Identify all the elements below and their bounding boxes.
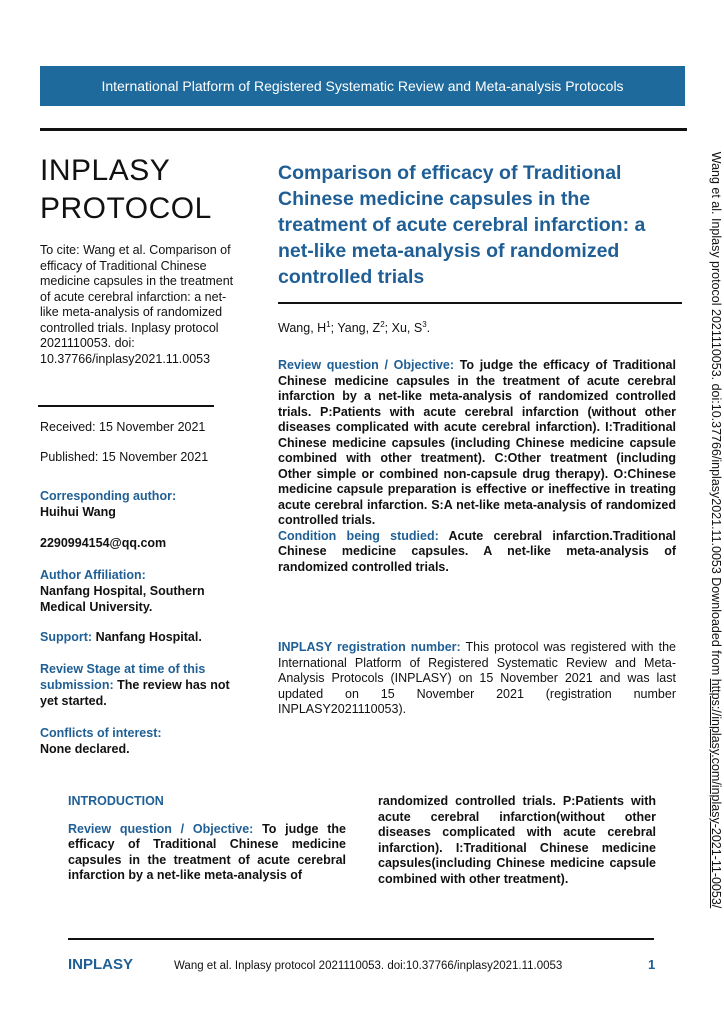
intro-rq-label: Review question / Objective:	[68, 821, 254, 836]
stage-value: The review has not yet started.	[40, 678, 230, 708]
author-1-affil: 1	[326, 320, 331, 329]
intro-rq-text: To judge the efficacy of Traditional Chinese medicine capsules in the treatment of acute cerebral infarction by a net-like meta-analysis of	[68, 821, 346, 882]
intro-column-2: randomized controlled trials. P:Patients with acute cerebral infarction(without other diseases complicated with acute cerebral infarction). I:Traditional Chinese medicine capsules(including Chinese medicine capsule combined with other treatment).	[378, 794, 656, 886]
author-list	[278, 320, 430, 335]
condition-studied	[278, 529, 676, 576]
conflicts-label: Conflicts of interest:	[40, 726, 162, 740]
registration-number	[278, 640, 676, 718]
author-3-affil: 3	[422, 320, 427, 329]
author-3: ; Xu, S	[384, 321, 423, 336]
intro-column-1	[68, 794, 346, 884]
support	[40, 629, 240, 645]
support-label: Support:	[40, 630, 93, 644]
author-2: ; Yang, Z	[330, 321, 381, 336]
review-question-label: Review question / Objective:	[278, 358, 455, 372]
conflicts-value: None declared.	[40, 742, 130, 756]
title-rule	[278, 302, 682, 304]
author-1: Wang, H	[278, 321, 327, 336]
header-banner	[40, 66, 685, 106]
support-value: Nanfang Hospital.	[95, 630, 202, 644]
left-rule	[38, 405, 214, 407]
side-note-text: Wang et al. Inplasy protocol 2021110053. doi:10.37766/inplasy2021.11.0053 Downloaded from	[709, 151, 723, 679]
received-date: Received: 15 November 2021	[40, 420, 206, 434]
author-list-end: .	[426, 321, 431, 336]
top-rule	[40, 128, 687, 131]
brand-line-1: INPLASY	[40, 154, 171, 187]
author-affiliation	[40, 567, 240, 615]
brand-title	[40, 152, 212, 228]
affiliation-label: Author Affiliation:	[40, 568, 146, 582]
citation: To cite: Wang et al. Comparison of efficacy of Traditional Chinese medicine capsules in the treatment of acute cerebral infarction: a net-like meta-analysis of randomized controlled trials. Inplasy protocol 2021110053. doi: 10.37766/inplasy2021.11.0053	[40, 243, 234, 366]
condition-label: Condition being studied:	[278, 528, 439, 543]
footer-rule	[68, 938, 654, 940]
corresponding-author	[40, 488, 240, 520]
review-stage	[40, 661, 240, 709]
protocol-title: Comparison of efficacy of Traditional Chinese medicine capsules in the treatment of acute cerebral infarction: a net-like meta-analysis of randomized controlled trials	[278, 162, 646, 288]
abstract	[278, 358, 676, 575]
page-number: 1	[648, 957, 656, 972]
intro-paragraph-1	[68, 822, 346, 884]
conflicts-of-interest	[40, 725, 240, 757]
corresponding-name: Huihui Wang	[40, 505, 116, 519]
footer-brand: INPLASY	[68, 956, 134, 973]
banner-text: International Platform of Registered Systematic Review and Meta-analysis Protocols	[101, 78, 624, 94]
author-2-affil: 2	[380, 320, 385, 329]
footer-citation: Wang et al. Inplasy protocol 2021110053. doi:10.37766/inplasy2021.11.0053	[174, 960, 563, 972]
side-download-note	[709, 152, 723, 909]
condition-text: Acute cerebral infarction.Traditional Chinese medicine capsules. A net-like meta-analysis of randomized controlled trials.	[278, 528, 677, 574]
intro-heading: INTRODUCTION	[68, 794, 164, 808]
stage-label: Review Stage at time of this submission:	[40, 662, 206, 692]
side-note-link[interactable]: https://inplasy.com/inplasy-2021-11-0053/	[709, 678, 723, 909]
published-date: Published: 15 November 2021	[40, 450, 209, 464]
review-question-text: To judge the efficacy of Traditional Chinese medicine capsules in the treatment of acute cerebral infarction by a net-like meta-analysis of randomized controlled trials. P:Patients with acute cerebral infarction (without other diseases complicated with acute cerebral infarction). I:Traditional Chinese medicine capsules (including Chinese medicine capsule combined with other treatment). C:Other treatment (including Other simple or combined non-capsule drug therapy). O:Chinese medicine capsule preparation is effective or ineffective in treating acute cerebral infarction. S:A net-like meta-analysis of randomized controlled trials.	[278, 358, 676, 527]
review-question	[278, 358, 676, 529]
corresponding-label: Corresponding author:	[40, 489, 177, 503]
affiliation-value: Nanfang Hospital, Southern Medical University.	[40, 584, 205, 614]
author-email[interactable]: 2290994154@qq.com	[40, 536, 167, 550]
brand-line-2: PROTOCOL	[40, 192, 212, 225]
registration-text: This protocol was registered with the International Platform of Registered Systematic Review and Meta-Analysis Protocols (INPLASY) on 15 November 2021 and was last updated on 15 November 2021 (registration number INPLASY2021110053).	[278, 640, 676, 716]
registration-label: INPLASY registration number:	[278, 640, 461, 654]
